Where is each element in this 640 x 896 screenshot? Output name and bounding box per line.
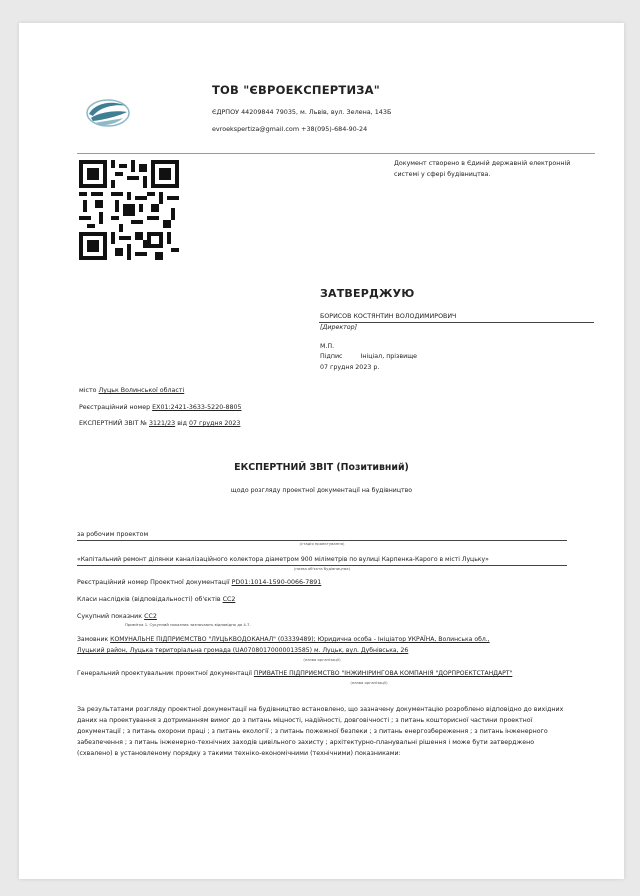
doc-reg-value: PD01:1014-1590-0066-7891 bbox=[231, 579, 322, 586]
consequence-value: СС2 bbox=[222, 596, 236, 603]
customer-row-1 bbox=[77, 636, 490, 643]
city-row bbox=[79, 387, 184, 394]
total-note: Примітка 1. Сукупний показник зазначають відповідно до 4.7. bbox=[125, 622, 251, 627]
signature-hint: Ініціал, прізвище bbox=[360, 353, 418, 360]
customer-value-2: Луцький район, Луцька територіальна громада (UA07080170000013585) м. Луцьк, вул. Дубнівська, 26 bbox=[77, 647, 409, 654]
registration-label: Реєстраційний номер bbox=[79, 404, 151, 411]
city-value: Луцьк Волинської області bbox=[98, 387, 185, 394]
approver-name: БОРИСОВ КОСТЯНТИН ВОЛОДИМИРОВИЧ bbox=[320, 313, 457, 320]
object-hint: (назва об'єкта будівництва) bbox=[293, 566, 351, 571]
report-number: 3121/23 bbox=[149, 420, 176, 427]
report-number-row bbox=[79, 420, 240, 427]
consequence-label: Класи наслідків (відповідальності) об'єктів bbox=[77, 596, 221, 603]
registration-value: ЕХ01:2421-3633-5220-8805 bbox=[152, 404, 242, 411]
consequence-row bbox=[77, 596, 235, 603]
designer-row bbox=[77, 670, 512, 677]
signature-label: Підпис bbox=[320, 353, 343, 360]
evroekspertiza-logo-icon bbox=[85, 90, 131, 136]
approval-date: 07 грудня 2023 р. bbox=[320, 364, 380, 371]
designer-label: Генеральний проектувальник проектної документації bbox=[77, 670, 252, 677]
customer-value-1: КОМУНАЛЬНЕ ПІДПРИЄМСТВО "ЛУЦЬКВОДОКАНАЛ" (03339489); Юридична особа - Ініціатор УКРАЇНА, Волинська обл., bbox=[110, 636, 490, 643]
approver-position: [Директор] bbox=[320, 324, 358, 331]
customer-label: Замовник bbox=[77, 636, 109, 643]
designer-value: ПРИВАТНЕ ПІДПРИЄМСТВО "ІНЖИНІРИНГОВА КОМПАНІЯ "ДОРПРОЕКТСТАНДАРТ" bbox=[253, 670, 513, 677]
project-stage: за робочим проектом bbox=[77, 531, 149, 538]
report-subtitle: щодо розгляду проектної документації на будівництво bbox=[230, 487, 413, 494]
document-page bbox=[19, 23, 624, 879]
total-label: Сукупний показник bbox=[77, 613, 143, 620]
report-from: від bbox=[177, 420, 188, 427]
header-divider bbox=[77, 153, 595, 154]
designer-hint: (назва організації) bbox=[350, 680, 388, 685]
customer-hint: (назва організації) bbox=[303, 657, 341, 662]
report-title: ЕКСПЕРТНИЙ ЗВІТ (Позитивний) bbox=[234, 462, 409, 473]
total-row bbox=[77, 613, 157, 620]
report-date: 07 грудня 2023 bbox=[189, 420, 241, 427]
total-value: СС2 bbox=[144, 613, 157, 620]
project-object: «Капітальний ремонт ділянки каналізаційного колектора діаметром 900 міліметрів по вулиці Карпенка-Карого в місті Луцьку» bbox=[77, 556, 489, 563]
approval-title: ЗАТВЕРДЖУЮ bbox=[320, 287, 415, 300]
org-contacts: evroekspertiza@gmail.com +38(095)-684-90-24 bbox=[212, 125, 368, 133]
approver-line bbox=[319, 322, 594, 323]
conclusion-paragraph: За результатами розгляду проектної документації на будівництво встановлено, що зазначену документацію розроблено відповідно до вихідних даних на проектування з дотриманням вимог до з питань міцності, надійності, довговічності ; з питань кошторисної частини проектної документації ; з питань охорони праці ; з питань екології ; з питань пожежної безпеки ; з питань енергозбереження ; з питань інженерного забезпечення ; з питань інженерно-технічних заходів цивільного захисту ; архітектурно-планувальні рішення і може бути затверджено (схвалено) в установленому порядку з такими техніко-економічними (технічними) показниками: bbox=[77, 706, 564, 757]
doc-reg-label: Реєстраційний номер Проектної документації bbox=[77, 579, 230, 586]
report-label: ЕКСПЕРТНИЙ ЗВІТ № bbox=[79, 420, 147, 427]
city-label: місто bbox=[79, 387, 97, 394]
org-name: ТОВ "ЄВРОЕКСПЕРТИЗА" bbox=[212, 83, 380, 97]
doc-reg-row bbox=[77, 579, 321, 586]
registration-row bbox=[79, 404, 242, 411]
stage-hint: (стадія проектування) bbox=[299, 541, 345, 546]
qr-code-icon bbox=[79, 160, 179, 260]
stamp-label: М.П. bbox=[320, 343, 335, 350]
signature-row bbox=[320, 353, 417, 360]
document-note: Документ створено в Єдиній державній електронній системі у сфері будівництва. bbox=[394, 160, 571, 178]
org-registry: ЄДРПОУ 44209844 79035, м. Львів, вул. Зелена, 143Б bbox=[212, 108, 392, 116]
